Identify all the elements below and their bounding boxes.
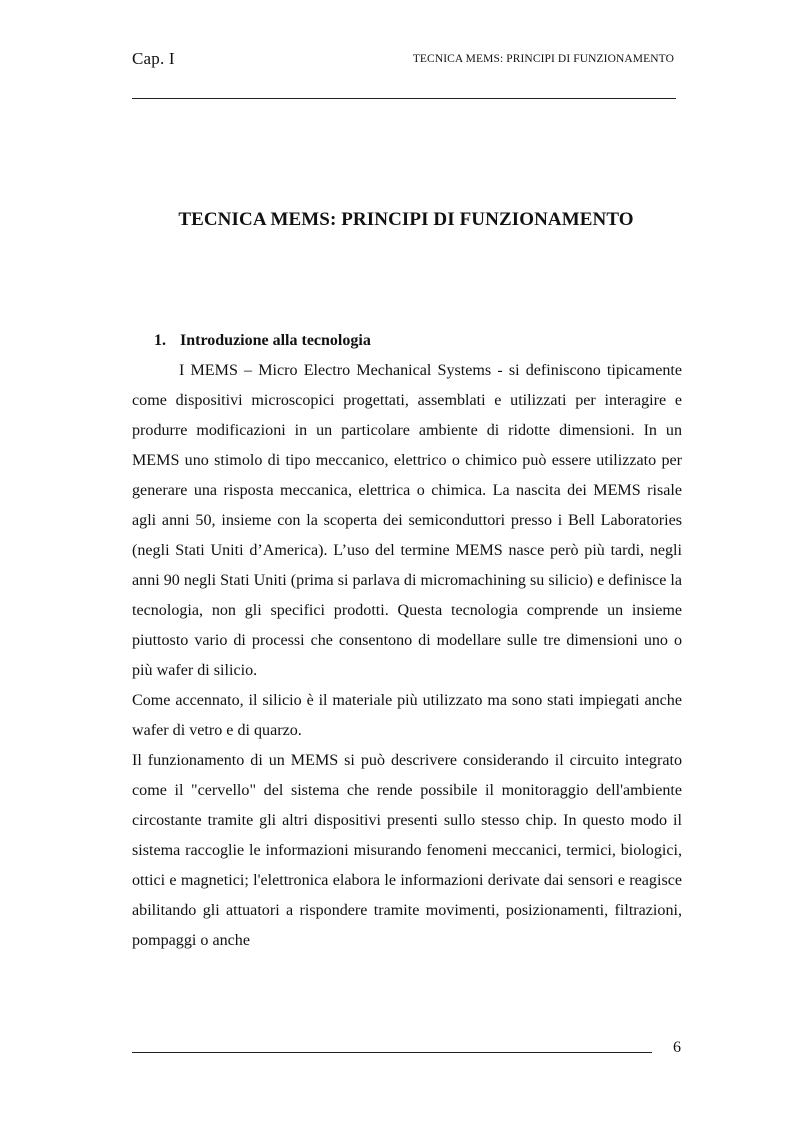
footer-divider: [132, 1052, 652, 1053]
paragraph-materials: Come accennato, il silicio è il materiale più utilizzato ma sono stati impiegati anche wafer di vetro e di quarzo.: [132, 692, 682, 739]
chapter-title: TECNICA MEMS: PRINCIPI DI FUNZIONAMENTO: [178, 209, 634, 230]
paragraph-functioning: Il funzionamento di un MEMS si può descrivere considerando il circuito integrato come il "cervello" del sistema che rende possibile il monitoraggio dell'ambiente circostante tramite gli altri dispositivi presenti sullo stesso chip. In questo modo il sistema raccoglie le informazioni misurando fenomeni meccanici, termici, biologici, ottici e magnetici; l'elettronica elabora le informazioni derivate dai sensori e reagisce abilitando gli attuatori a rispondere tramite movimenti, posizionamenti, filtrazioni, pompaggi o anche: [132, 752, 682, 949]
header-divider: [132, 98, 676, 99]
paragraph-introduction: I MEMS – Micro Electro Mechanical Systems - si definiscono tipicamente come dispositivi microscopici progettati, assemblati e utilizzati per interagire e produrre modificazioni in un particolare ambiente di ridotte dimensioni. In un MEMS uno stimolo di tipo meccanico, elettrico o chimico può essere utilizzato per generare una risposta meccanica, elettrica o chimica. La nascita dei MEMS risale agli anni 50, insieme con la scoperta dei semiconduttori presso i Bell Laboratories (negli Stati Uniti d’America). L’uso del termine MEMS nasce però più tardi, negli anni 90 negli Stati Uniti (prima si parlava di micromachining su silicio) e definisce la tecnologia, non gli specifici prodotti. Questa tecnologia comprende un insieme piuttosto vario di processi che consentono di modellare sulle tre dimensioni uno o più wafer di silicio.: [132, 362, 682, 679]
body-text: [132, 356, 682, 956]
running-header-chapter: Cap. I: [132, 49, 175, 68]
section-heading: [154, 330, 371, 352]
page-number: 6: [673, 1039, 681, 1056]
running-header-title: TECNICA MEMS: PRINCIPI DI FUNZIONAMENTO: [412, 53, 674, 65]
section-title: Introduzione alla tecnologia: [180, 332, 371, 349]
section-number: 1.: [154, 332, 166, 349]
